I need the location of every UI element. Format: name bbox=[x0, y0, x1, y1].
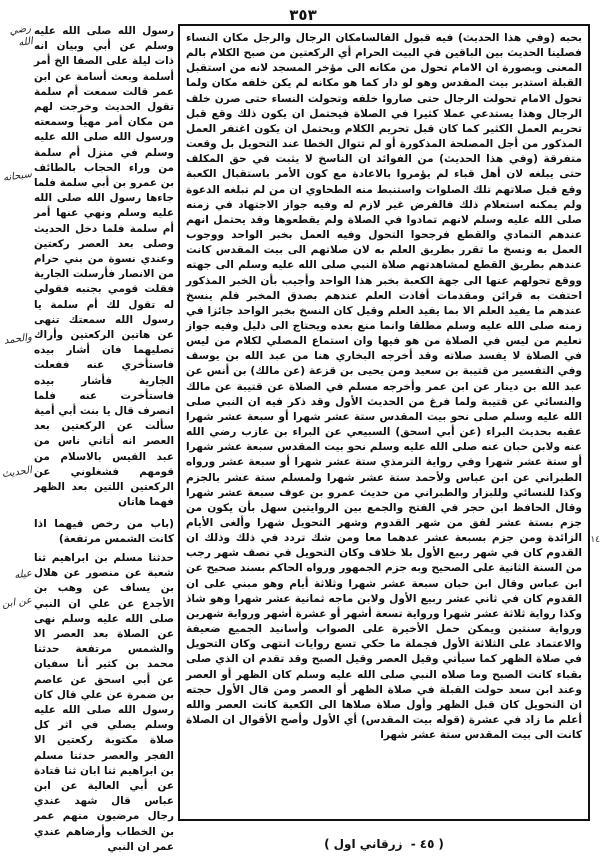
margin-note: والحمد bbox=[3, 331, 33, 347]
margin-note: رضي الله bbox=[8, 23, 34, 49]
page-number: ٣٥٣ bbox=[289, 6, 317, 24]
hadith-text-top: رسول الله صلى الله عليه وسلم عن أبي وبيان انه ذات ليلة على الصفا الخ أمر أسلمة وبعث أسامة عن ابن عمر قالت سمعت أم سلمة تقول الحديث وخرجت لهم من مكان أمر مهيأ وسمعته ورسول الله صلى الله عليه وسلم في منزل أم سلمة من وراء الحجاب بالطائف بن عمرو بن أبي سلمة فلما جاءها رسول الله صلى الله عليه وسلم ونهي عنها أمر أم سلمة فلما دخل الحديث وصلى بعد العصر ركعتين وعندي نسوة من بني حرام من الانصار فأرسلت الجارية فقلت قومي بجنبه فقولي له تقول لك أم سلمة يا رسول الله سمعتك تنهى عن هاتين الركعتين وأراك تصليهما فان أشار بيده فاستأخري عنه ففعلت الجارية فأشار بيده فاستأخرت عنه فلما انصرف قال يا بنت أبي أمية سألت عن الركعتين بعد العصر انه أتاني ناس من عبد القيس بالاسلام من قومهم فشغلوني عن الركعتين اللتين بعد الظهر فهما هاتان bbox=[34, 25, 174, 509]
margin-note: سبحانه bbox=[2, 168, 33, 184]
margin-note: عن ابن bbox=[1, 594, 33, 611]
hadith-text-bottom: حدثنا مسلم بن ابراهيم ثنا شعبة عن منصور عن هلال بن يساف عن وهب بن الأجدع عن علي ان النبي صلى الله عليه وسلم نهى عن الصلاة بعد العصر الا والشمس مرتفعة حدثنا محمد بن كثير أنا سفيان عن أبي اسحق عن عاصم بن ضمرة عن علي قال كان رسول الله صلى الله عليه وسلم يصلي في اثر كل صلاة مكتوبة ركعتين الا الفجر والعصر حدثنا مسلم بن ابراهيم ثنا ابان ثنا قتادة عن أبي العالية عن ابن عباس قال شهد عندي رجال مرضيون منهم عمر بن الخطاب وأرضاهم عندي عمر ان النبي bbox=[34, 551, 174, 853]
footer-number: ٤٥ bbox=[419, 837, 435, 851]
commentary-frame bbox=[178, 24, 590, 821]
commentary-text: بحبه (وفي هذا الحديث) فيه قبول الفالسامكان الرجال والرجل مكان النساء فصلينا الحديث بين الباقين في البيت الحرام أي الركعتين من صبح الكلام بالم المعنى وبصورة ان الامام تحول من مكانه الى مؤخر المسجد لانه من استقبل القبلة استدبر بيت المقدس وهو لو دار كما هو مكانه لم يكن خلفه مكان ولما تحول الامام تحولت الرجال حتى صاروا خلفه وتحولت النساء حتى صرن خلف الرجال وهذا يستدعي عملا كثيرا في الصلاة فيحتمل ان يكون ذلك وقع قبل تحريم العمل الكثير كما كان قبل تحريم الكلام ويحتمل ان يكون اغتفر العمل المذكور من أجل المصلحة المذكورة أو لم تتوال الخطا عند التحويل بل وقعت متفرقة (وفي هذا الحديث) من الفوائد ان الناسخ لا يثبت في حق المكلف حتى يبلغه لان أهل قباء لم يؤمروا بالاعادة مع كون الأمر باستقبال الكعبة وقع قبل صلاتهم تلك الصلوات واستنبط منه الطحاوي ان من لم تبلغه الدعوة ولم يمكنه استعلام ذلك فالفرض غير لازم له وفيه جواز الاجتهاد في زمنه صلى الله عليه وسلم لانهم تمادوا في الصلاة ولم يقطعوها وقد يحتمل انهم عندهم التمادي والقطع فرجحوا التحول وفيه العمل بخبر الواحد ووجوب العمل به ونسخ ما تقرر بطريق العلم به لان صلاتهم الى بيت المقدس كانت عندهم بطريق القطع لمشاهدتهم صلاة النبي صلى الله عليه وسلم الى جهته ووقع تحولهم عنها الى جهة الكعبة بخبر هذا الواحد وأجيب بأن الخبر المذكور احتفت به قرائن ومقدمات أفادت العلم عندهم بصدق المخبر فلم ينسخ عندهم ما يفيد العلم الا بما يفيد العلم وقيل كان النسخ بخبر الواحد جائزا في زمنه صلى الله عليه وسلم مطلقا وانما منع بعده ويحتاج الى دليل وفيه جواز تعليم من ليس في الصلاة من هو فيها وان استماع المصلي لكلام من ليس في الصلاة لا يفسد صلاته وقد أخرجه البخاري هنا من عبد الله بن يوسف وفي التفسير من قتيبة بن سعيد ومن يحيى بن قزعة (عن مالك) بن أنس عن عبد الله بن دينار عن ابن عمر وأخرجه مسلم في الصلاة عن قتيبة عن مالك والنسائي عن قتيبة ولما فرغ من الحديث الأول وقد ذكر فيه ان النبي صلى الله عليه وسلم صلى نحو بيت المقدس ستة عشر شهرا أو سبعة عشر شهرا عقبه بحديث البراء (عن أبي اسحق) السبيعي عن البراء بن عازب رضي الله عنه ولابن حبان عنه صلى الله عليه وسلم نحو بيت المقدس سبعة عشر شهرا أو ستة عشر شهرا وفي رواية الترمذي ستة عشر شهرا أو سبعة عشر ورواه الطبراني عن ابن عباس ولأحمد ستة عشر شهرا ولمسلم ستة عشر بالجزم وكذا للنسائي وللبزار والطبراني من حديث عمرو بن عوف سبعة عشر شهرا وقال الحافظ ابن حجر في الفتح والجمع بين الروايتين سهل بأن يكون من جزم بستة عشر لفق من شهر القدوم وشهر التحويل شهرا وألغى الأيام الزائدة ومن جزم بسبعة عشر عدهما معا ومن شك تردد في ذلك وذلك ان القدوم كان في شهر ربيع الأول بلا خلاف وكان التحويل في نصف شهر رجب من السنة الثانية على الصحيح وبه جزم الجمهور ورواه الحاكم بسند صحيح عن ابن عباس وقال ابن حبان سبعة عشر شهرا وثلاثة أيام وهو مبني على ان القدوم كان في ثاني عشر ربيع الأول ولابن ماجه ثمانية عشر شهرا وهو شاذ وكذا رواية ثلاثة عشر شهرا ورواية تسعة أشهر أو عشرة أشهر ورواية شهرين ورواية سنتين ويمكن حمل الأخيرة على الصواب وأسانيد الجميع ضعيفة والاعتماد على الثلاثة الأول فجملة ما حكي تسع روايات انتهى وكان التحويل في صلاة الظهر كما سيأتي وقيل العصر وقيل الصبح وقد تقدم ان الذي صلى بقباء كانت الصبح وما صلاه النبي صلى الله عليه وسلم كان الظهر أو العصر وعند ابن سعد حولت القبلة في صلاة الظهر أو العصر ومن قال الأول حجته ان التحويل كان قبل الظهر وأول صلاة صلاها الى الكعبة كانت العصر والله أعلم ما زاد في عشرة (قوله بيت المقدس) أي الأول وأصح الأقوال ان الصلاة كانت الى بيت المقدس ستة عشر شهرا bbox=[186, 32, 582, 742]
margin-note: الحديث bbox=[1, 464, 33, 481]
hadith-text-column bbox=[34, 24, 174, 853]
margin-note: عيله bbox=[13, 567, 33, 582]
page-footer: (٤٥- زرقاني اول) bbox=[324, 837, 444, 851]
footer-label: زرقاني اول bbox=[333, 837, 403, 851]
right-margin-note: ١٤ bbox=[590, 535, 600, 545]
chapter-heading: (باب من رخص فيهما اذا كانت الشمس مرتفعة) bbox=[34, 517, 174, 545]
margin-notes bbox=[2, 24, 32, 821]
